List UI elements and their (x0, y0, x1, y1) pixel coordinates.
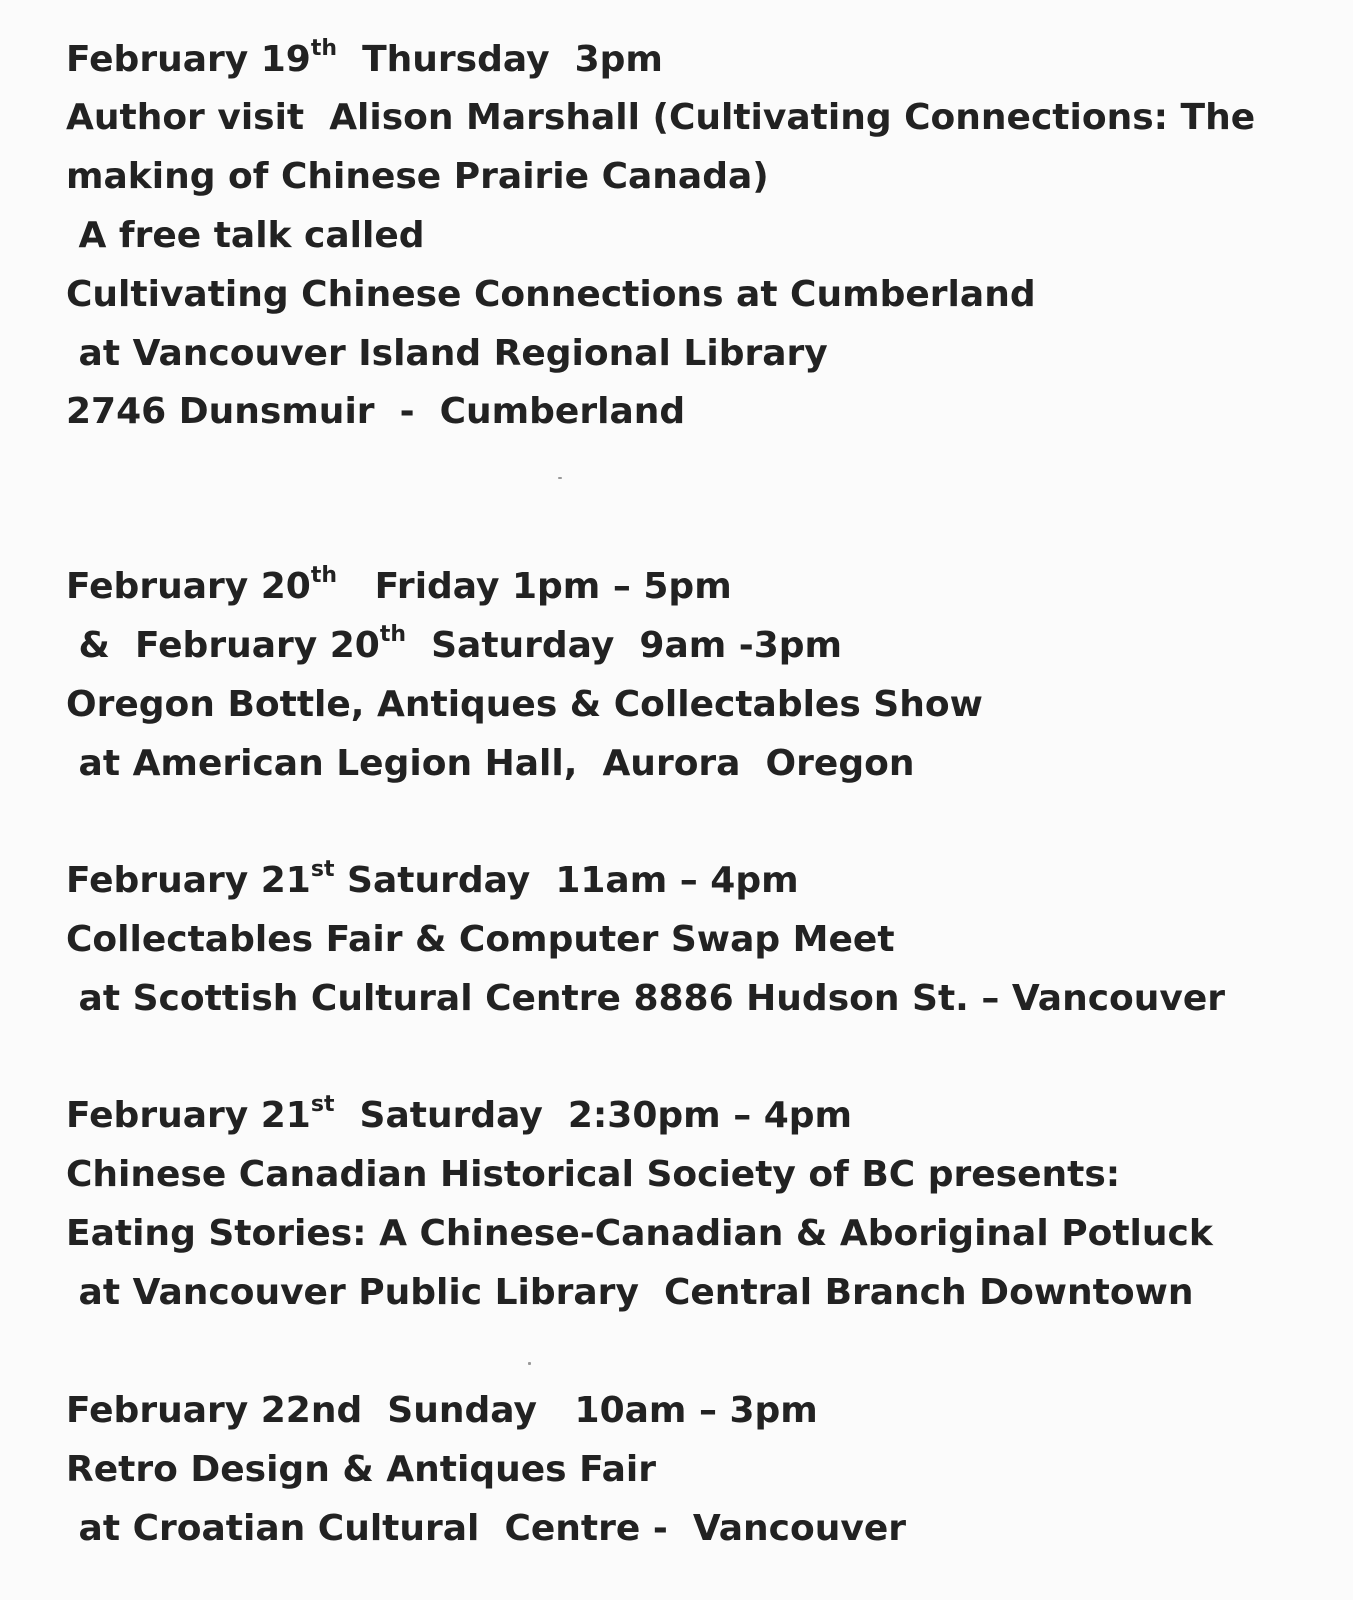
event-4-line-2: Eating Stories: A Chinese-Canadian & Aboriginal Potluck (66, 1213, 1213, 1254)
event-2-date-day: February 20 (66, 566, 311, 607)
event-5-line-2: at Croatian Cultural Centre - Vancouver (66, 1508, 906, 1549)
event-1-date (66, 38, 663, 82)
paper-speck (528, 1362, 531, 1365)
event-3-line-2: at Scottish Cultural Centre 8886 Hudson St. – Vancouver (66, 978, 1226, 1019)
event-2-date2-day: & February 20 (66, 625, 380, 666)
event-1-date-day: February 19 (66, 39, 311, 80)
event-4-line-1: Chinese Canadian Historical Society of BC presents: (66, 1154, 1121, 1195)
event-4-date-time: Saturday 2:30pm – 4pm (334, 1095, 853, 1136)
paper-speck (558, 477, 562, 479)
event-2-date-second (66, 624, 842, 668)
event-1-line-6: 2746 Dunsmuir - Cumberland (66, 391, 686, 432)
event-2-date2-time: Saturday 9am -3pm (406, 625, 843, 666)
event-4-date-day: February 21 (66, 1095, 311, 1136)
event-4-date-ordinal: st (310, 1092, 335, 1117)
event-1-date-time: Thursday 3pm (337, 39, 663, 80)
event-3-date-ordinal: st (310, 857, 335, 882)
event-2-date (66, 565, 732, 609)
event-1-line-3: A free talk called (66, 215, 425, 256)
event-3-date-time: Saturday 11am – 4pm (334, 860, 799, 901)
event-1-line-4: Cultivating Chinese Connections at Cumberland (66, 274, 1036, 315)
event-1-line-2: making of Chinese Prairie Canada) (66, 156, 769, 197)
event-1-date-ordinal: th (310, 36, 338, 61)
event-3-date (66, 859, 799, 903)
event-2-line-2: at American Legion Hall, Aurora Oregon (66, 743, 915, 784)
event-2-line-1: Oregon Bottle, Antiques & Collectables Show (66, 684, 983, 725)
event-5-date: February 22nd Sunday 10am – 3pm (66, 1390, 818, 1431)
event-4-date (66, 1094, 852, 1138)
event-1-line-1: Author visit Alison Marshall (Cultivating Connections: The (66, 97, 1256, 138)
event-3-date-day: February 21 (66, 860, 311, 901)
event-1-line-5: at Vancouver Island Regional Library (66, 333, 828, 374)
event-5-line-1: Retro Design & Antiques Fair (66, 1449, 656, 1490)
event-3-line-1: Collectables Fair & Computer Swap Meet (66, 919, 895, 960)
event-2-date-time: Friday 1pm – 5pm (337, 566, 732, 607)
event-2-date2-ordinal: th (379, 622, 407, 647)
event-2-date-ordinal: th (310, 563, 338, 588)
event-4-line-3: at Vancouver Public Library Central Branch Downtown (66, 1272, 1194, 1313)
